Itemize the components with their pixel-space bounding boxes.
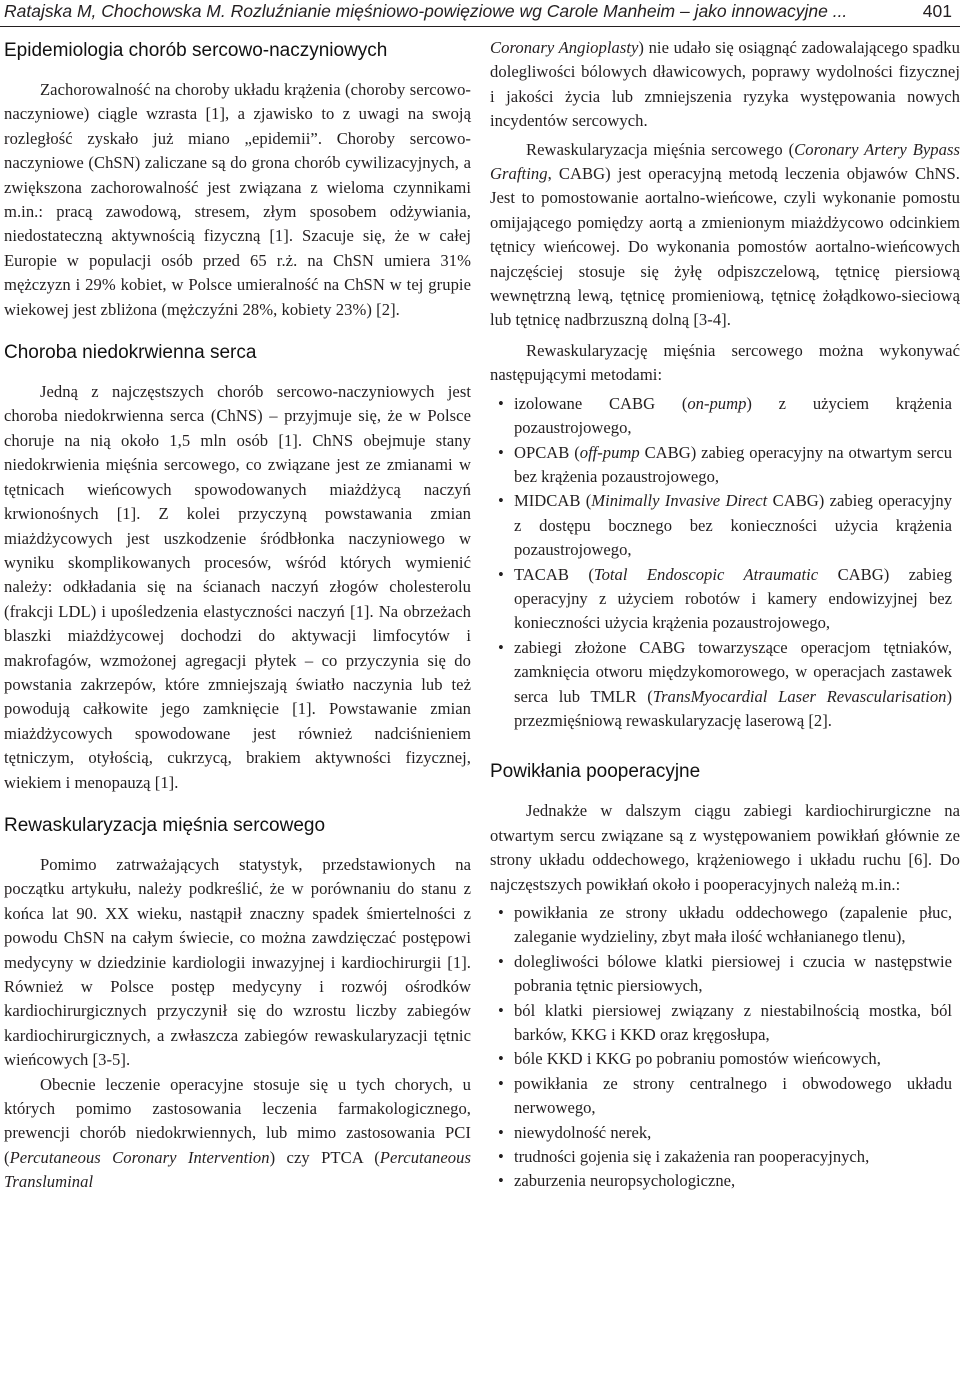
right-column <box>490 36 960 1194</box>
section-heading-revascularization: Rewaskularyzacja mięśnia sercowego <box>4 814 326 836</box>
list-item: • niewydolność nerek, <box>498 1122 652 1142</box>
paragraph-epidemiology: Zachorowalność na choroby układu krążenia (choroby sercowo-naczyniowe) ciągle wzrasta [1], a zjawisko to z uwagi na swoją rozległość zyskało już miano „epidemii”. Choroby sercowo-naczyniowe (ChSN) zaliczane są do grona chorób cywilizacyjnych, a zwiększona zachorowalność jest związana z wieloma czynnikami m.in.: pracą zawodową, stresem, złym sposobem odżywiania, niedostateczną aktywnością fizyczną [1]. Szacuje się, że w całej Europie w populacji osób przed 65 r.ż. na ChSN umiera 31% mężczyzn i 29% kobiet, w Polsce umieralność na ChSN w tej grupie wiekowej jest zbliżona (mężczyźni 28%, kobiety 23%) [2]. <box>4 80 471 319</box>
list-item: • zabiegi złożone CABG towarzyszące operacjom tętniaków, zamknięcia otworu międzykomorowego, w operacjach zastawek serca lub TMLR (TransMyocardial Laser Revascularisation) przezmięśniową rewaskularyzację laserową [2]. <box>498 637 952 730</box>
list-item: • ból klatki piersiowej związany z niestabilnością mostka, ból barków, KKG i KKD oraz kręgosłupa, <box>498 1000 952 1045</box>
list-item: • izolowane CABG (on-pump) z użyciem krążenia pozaustrojowego, <box>498 393 952 438</box>
list-item: • zaburzenia neuropsychologiczne, <box>498 1171 736 1191</box>
section-heading-epidemiology: Epidemiologia chorób sercowo-naczyniowych <box>4 40 388 61</box>
methods-list <box>490 392 960 734</box>
left-column <box>4 36 471 1195</box>
paragraph-methods-intro: Rewaskularyzację mięśnia sercowego można wykonywać następującymi metodami: <box>490 340 960 385</box>
section-heading-ischemic-heart-disease: Choroba niedokrwienna serca <box>4 342 257 364</box>
section-heading-complications: Powikłania pooperacyjne <box>490 761 701 783</box>
list-item: • powikłania ze strony centralnego i obwodowego układu nerwowego, <box>498 1073 952 1118</box>
list-item: • trudności gojenia się i zakażenia ran pooperacyjnych, <box>498 1147 870 1167</box>
list-item: • bóle KKD i KKG po pobraniu pomostów wieńcowych, <box>498 1049 881 1069</box>
running-title: Ratajska M, Chochowska M. Rozluźnianie mięśniowo-powięziowe wg Carole Manheim – jako innowacyjne ... <box>4 0 848 21</box>
list-item: • dolegliwości bólowe klatki piersiowej i czucia w następstwie pobrania tętnic piersiowych, <box>498 951 952 996</box>
page-number: 401 <box>922 0 952 21</box>
list-item: • powikłania ze strony układu oddechowego (zapalenie płuc, zaleganie wydzieliny, zbyt mała ilość wchłanianego tlenu), <box>498 903 952 947</box>
running-header <box>4 0 952 22</box>
complications-list <box>490 901 960 1194</box>
header-rule <box>0 26 960 27</box>
paragraph-complications: Jednakże w dalszym ciągu zabiegi kardiochirurgiczne na otwartym sercu związane są z występowaniem powikłań głównie ze strony układu oddechowego, krążeniowego i układu ruchu [6]. Do najczęstszych powikłań około i pooperacyjnych należą m.in.: <box>490 801 960 894</box>
list-item: • TACAB (Total Endoscopic Atraumatic CABG) zabieg operacyjny z użyciem robotów i kamery endowizyjnej bez konieczności użycia krążenia pozaustrojowego, <box>498 564 952 633</box>
paragraph-continuation: Coronary Angioplasty) nie udało się osiągnąć zadowalającego spadku dolegliwości bólowych dławicowych, poprawy wydolności fizycznej i jakości życia lub zmniejszenia ryzyka występowania nowych incydentów sercowych. <box>490 38 960 131</box>
list-item: • MIDCAB (Minimally Invasive Direct CABG) zabieg operacyjny z dostępu bocznego bez konieczności użycia krążenia pozaustrojowego, <box>498 491 953 560</box>
paragraph-revascularization-stats: Pomimo zatrważających statystyk, przedstawionych na początku artykułu, należy podkreślić, że w porównaniu do stanu z końca lat 90. XX wieku, nastąpił znaczny spadek śmiertelności z powodu ChSN na całym świecie, co można zawdzięczać postępowi medycyny w dziedzinie kardiologii inwazyjnej i kardiochirurgii [1]. Również w Polsce postęp medycyny i rozwój ośrodków kardiochirurgicznych przyczynił się do wzrostu liczby zabiegów kardiochirurgicznych, a zwłaszcza zabiegów rewaskularyzacji tętnic wieńcowych [3-5]. <box>4 854 471 1070</box>
paragraph-cabg-definition: Rewaskularyzacja mięśnia sercowego (Coronary Artery Bypass Grafting, CABG) jest operacyjną metodą leczenia objawów ChNS. Jest to pomostowanie aortalno-wieńcowe, czyli wykonanie pomostu omijającego pomiędzy aortą a zmienionym miażdżycowo odcinkiem tętnicy wieńcowej. Do wykonania pomostów aortalno-wieńcowych najczęściej stosuje się żyłę odpiszczelową, tętnicę piersiową wewnętrzną lewą, tętnicę promieniową, tętnicę żołądkowo-sieciową lub tętnicę nadbrzuszną dolną [3-4]. <box>490 139 960 330</box>
list-item: • OPCAB (off-pump CABG) zabieg operacyjny na otwartym sercu bez krążenia pozaustrojowego, <box>498 442 952 486</box>
paragraph-surgical-treatment: Obecnie leczenie operacyjne stosuje się u tych chorych, u których pomimo zastosowania leczenia farmakologicznego, prewencji chorób niedokrwiennych, lub mimo zastosowania PCI (Percutaneous Coronary Intervention) czy PTCA (Percutaneous Transluminal <box>4 1074 472 1192</box>
paragraph-ischemic-heart-disease: Jedną z najczęstszych chorób sercowo-naczyniowych jest choroba niedokrwienna serca (ChNS) – przyjmuje się, że w Polsce choruje na nią około 1,5 mln osób [1]. ChNS obejmuje stany niedokrwienia mięśnia sercowego, co związane jest ze zmianami w tętnicach wieńcowych spowodowanych miażdżycą naczyń krwionośnych [1]. Z kolei przyczyną powstawania zmian miażdżycowych jest uszkodzenie śródbłonka naczyniowego w wyniku skomplikowanych procesów, wśród których wymienić należy: odkładania się na ścianach naczyń złogów cholesterolu (frakcji LDL) i upośledzenia elastyczności naczyń [1]. Na obrzeżach blaszki miażdżycowej dochodzi do aktywacji limfocytów i makrofagów, wzmożonej agregacji płytek – co przyczynia się do powstania zakrzepów, które zmniejszają światło naczynia lub też powodują całkowite jego zamknięcie [1]. Powstawanie zmian miażdżycowych spowodowane jest również nadciśnieniem tętniczym, otyłością, cukrzycą, brakiem aktywności fizycznej, wiekiem i menopauzą [1]. <box>4 382 471 792</box>
